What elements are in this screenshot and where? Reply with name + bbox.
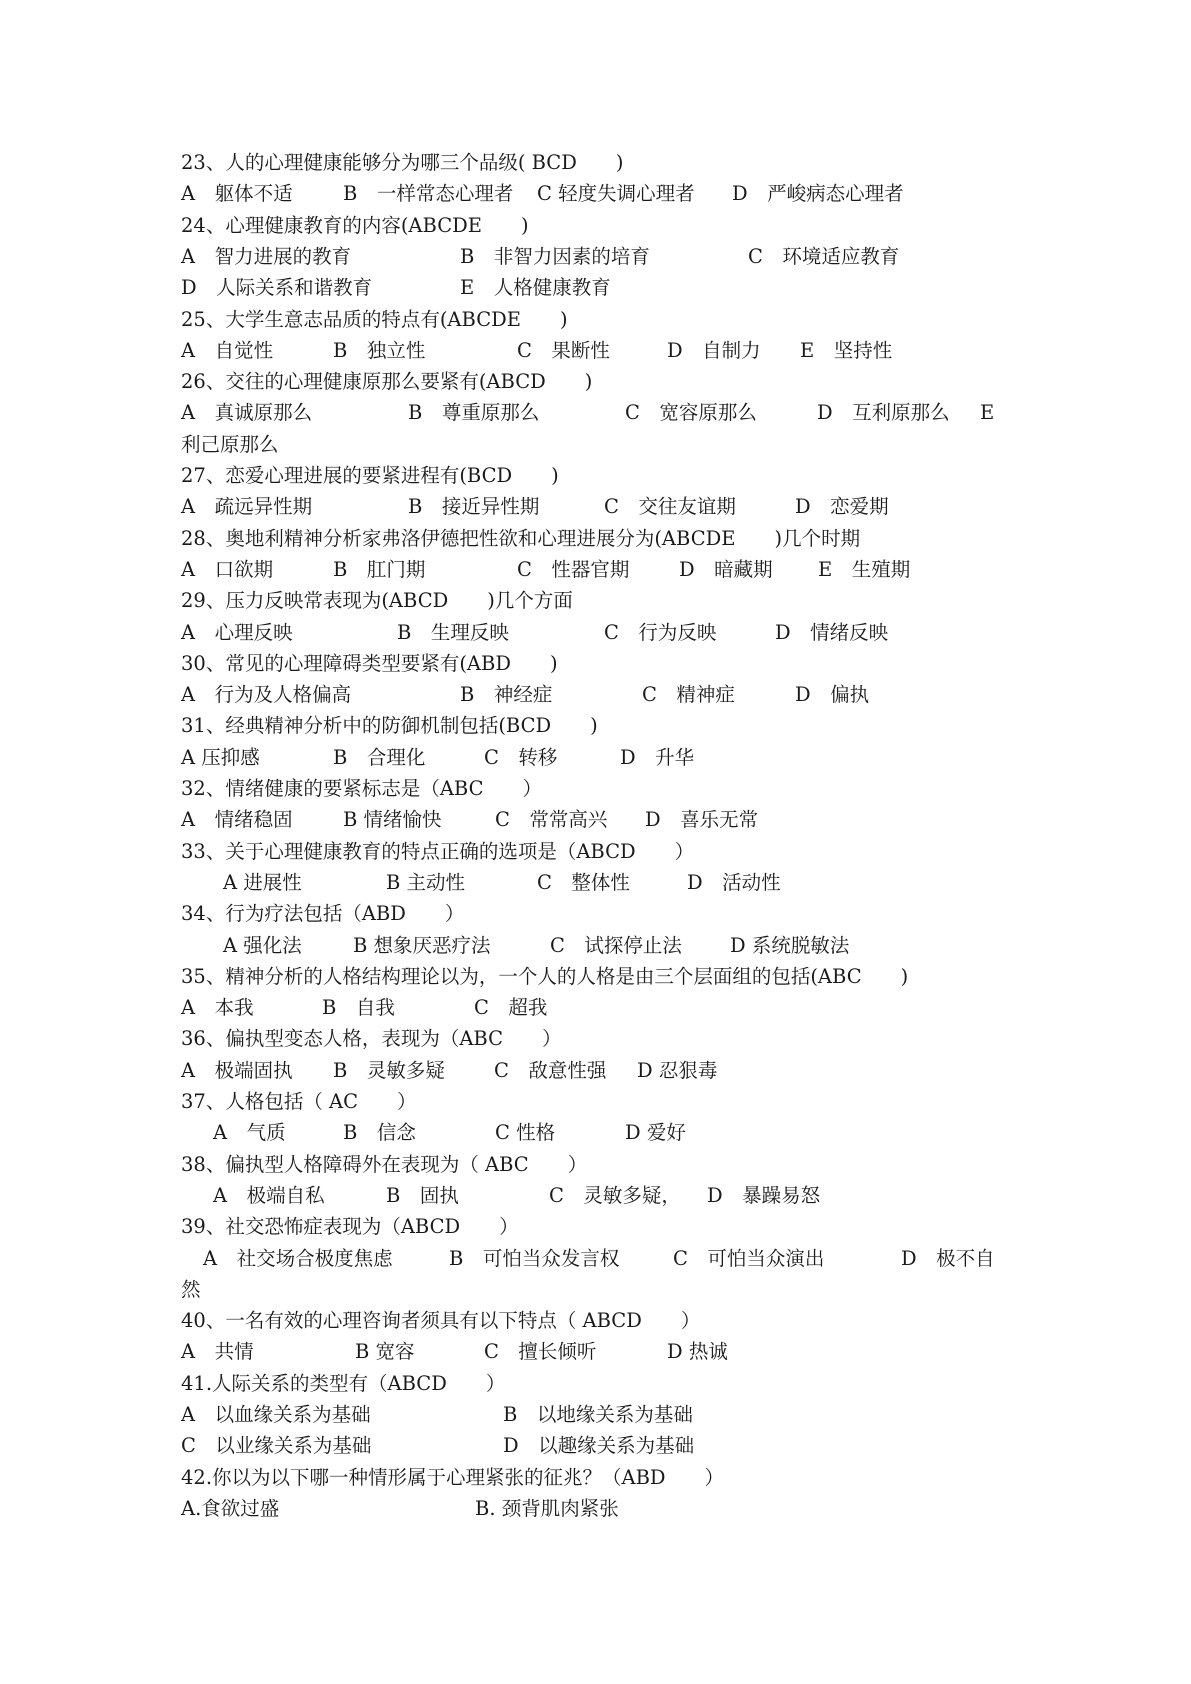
option-text: D 活动性 bbox=[687, 870, 781, 894]
text-line bbox=[0, 930, 1191, 961]
question-text: 39、社交恐怖症表现为（ABCD ） bbox=[181, 1215, 519, 1239]
option-text: C 行为反映 bbox=[604, 620, 717, 644]
option-text: A 以血缘关系为基础 bbox=[181, 1403, 371, 1426]
option-text: B 合理化 bbox=[333, 745, 426, 769]
question-text: 23、人的心理健康能够分为哪三个品级( BCD ) bbox=[181, 151, 624, 174]
option-text: C 超我 bbox=[474, 996, 548, 1020]
option-text: B 独立性 bbox=[333, 338, 426, 362]
option-text: D 暗藏期 bbox=[679, 557, 773, 581]
text-line bbox=[0, 335, 1191, 366]
option-text: D 忍狠毒 bbox=[637, 1058, 718, 1082]
option-text: D 互利原那么 bbox=[817, 401, 950, 425]
option-text: C 试探停止法 bbox=[550, 933, 682, 957]
text-line bbox=[0, 1149, 1191, 1180]
option-text: B 肛门期 bbox=[333, 557, 426, 581]
option-text: B 宽容 bbox=[355, 1340, 415, 1364]
question-text: 32、情绪健康的要紧标志是（ABC ） bbox=[181, 777, 543, 800]
text-line bbox=[0, 1399, 1191, 1430]
text-line bbox=[0, 1368, 1191, 1399]
text-line bbox=[0, 992, 1191, 1023]
option-text: D 极不自 bbox=[901, 1246, 995, 1270]
text-line bbox=[0, 804, 1191, 835]
text-line bbox=[0, 1086, 1191, 1117]
option-text: D 恋爱期 bbox=[795, 495, 889, 519]
text-line bbox=[0, 491, 1191, 522]
question-text: 30、常见的心理障碍类型要紧有(ABD ) bbox=[181, 651, 558, 675]
text-line bbox=[0, 679, 1191, 710]
option-text: B 自我 bbox=[322, 996, 395, 1020]
text-line bbox=[0, 1274, 1191, 1305]
question-text: 29、压力反映常表现为(ABCD )几个方面 bbox=[181, 589, 573, 613]
option-text: D 严峻病态心理者 bbox=[732, 182, 904, 206]
question-text: 35、精神分析的人格结构理论以为，一个人的人格是由三个层面组的包括(ABC ) bbox=[181, 964, 909, 988]
option-text: C 擅长倾听 bbox=[484, 1340, 597, 1364]
option-text: E 生殖期 bbox=[818, 557, 911, 581]
option-text: C 性器官期 bbox=[517, 557, 630, 581]
text-line bbox=[0, 617, 1191, 648]
option-text: C 环境适应教育 bbox=[748, 244, 900, 268]
option-text: D 爱好 bbox=[625, 1121, 686, 1145]
option-text: D 升华 bbox=[620, 745, 695, 769]
question-text: 34、行为疗法包括（ABD ） bbox=[181, 902, 465, 926]
option-text: A 气质 bbox=[213, 1121, 286, 1145]
text-line bbox=[0, 554, 1191, 585]
option-text: E bbox=[980, 401, 995, 425]
text-line bbox=[0, 1023, 1191, 1054]
text-line bbox=[0, 1305, 1191, 1336]
option-text: C 果断性 bbox=[517, 338, 610, 362]
option-text: B. 颈背肌肉紧张 bbox=[475, 1496, 619, 1520]
option-text: A 社交场合极度焦虑 bbox=[203, 1246, 393, 1270]
text-line bbox=[0, 147, 1191, 178]
option-text: C 转移 bbox=[484, 745, 558, 769]
option-text: C 可怕当众演出 bbox=[673, 1246, 825, 1270]
question-text: 42.你以为以下哪一种情形属于心理紧张的征兆？（ABD ） bbox=[181, 1465, 725, 1489]
text-line bbox=[0, 429, 1191, 460]
text-line bbox=[0, 867, 1191, 898]
option-text: B 信念 bbox=[343, 1121, 416, 1145]
option-text: E 人格健康教育 bbox=[460, 276, 611, 300]
option-text: A 共情 bbox=[181, 1340, 254, 1364]
text-line bbox=[0, 272, 1191, 303]
text-line bbox=[0, 523, 1191, 554]
question-text: 33、关于心理健康教育的特点正确的选项是（ABCD ） bbox=[181, 839, 695, 863]
option-text: D 人际关系和谐教育 bbox=[181, 276, 373, 300]
option-text: C 交往友谊期 bbox=[604, 495, 736, 519]
option-text: B 以地缘关系为基础 bbox=[503, 1403, 693, 1426]
option-text: A 本我 bbox=[181, 996, 254, 1020]
question-text: 27、恋爱心理进展的要紧进程有(BCD ) bbox=[181, 464, 559, 487]
text-line bbox=[0, 210, 1191, 241]
option-text: D 暴躁易怒 bbox=[707, 1183, 821, 1207]
text-line bbox=[0, 178, 1191, 209]
option-text: A 自觉性 bbox=[181, 338, 274, 362]
question-text: 利己原那么 bbox=[181, 432, 279, 456]
option-text: A 压抑感 bbox=[181, 745, 260, 769]
text-line bbox=[0, 1243, 1191, 1274]
text-line bbox=[0, 648, 1191, 679]
option-text: A 真诚原那么 bbox=[181, 401, 313, 425]
option-text: C 整体性 bbox=[537, 870, 630, 894]
option-text: A 智力进展的教育 bbox=[181, 244, 352, 268]
option-text: A 极端自私 bbox=[213, 1183, 325, 1207]
text-line bbox=[0, 742, 1191, 773]
text-line bbox=[0, 773, 1191, 804]
option-text: B 尊重原那么 bbox=[408, 401, 540, 425]
option-text: A.食欲过盛 bbox=[181, 1496, 280, 1520]
text-line bbox=[0, 1117, 1191, 1148]
text-line bbox=[0, 1055, 1191, 1086]
option-text: D 偏执 bbox=[795, 683, 870, 707]
option-text: B 灵敏多疑 bbox=[333, 1058, 445, 1082]
option-text: D 热诚 bbox=[667, 1340, 728, 1364]
text-line bbox=[0, 1180, 1191, 1211]
text-line bbox=[0, 898, 1191, 929]
option-text: C 以业缘关系为基础 bbox=[181, 1434, 372, 1458]
text-line bbox=[0, 1493, 1191, 1524]
option-text: C 敌意性强 bbox=[494, 1058, 607, 1082]
text-line bbox=[0, 1462, 1191, 1493]
option-text: C 宽容原那么 bbox=[625, 401, 757, 425]
option-text: C 精神症 bbox=[642, 683, 735, 707]
question-text: 37、人格包括（ AC ） bbox=[181, 1090, 417, 1113]
text-line bbox=[0, 1336, 1191, 1367]
option-text: B 主动性 bbox=[386, 870, 466, 894]
text-line bbox=[0, 460, 1191, 491]
question-text: 36、偏执型变态人格，表现为（ABC ） bbox=[181, 1027, 562, 1051]
question-text: 然 bbox=[181, 1277, 201, 1301]
option-text: C 轻度失调心理者 bbox=[537, 182, 695, 206]
option-text: A 强化法 bbox=[223, 933, 302, 957]
option-text: B 固执 bbox=[386, 1183, 459, 1207]
text-line bbox=[0, 961, 1191, 992]
text-line bbox=[0, 397, 1191, 428]
text-line bbox=[0, 585, 1191, 616]
option-text: D 以趣缘关系为基础 bbox=[503, 1434, 695, 1458]
option-text: D 喜乐无常 bbox=[645, 808, 759, 832]
question-text: 40、一名有效的心理咨询者须具有以下特点（ ABCD ） bbox=[181, 1309, 701, 1333]
option-text: B 可怕当众发言权 bbox=[449, 1246, 620, 1270]
option-text: B 想象厌恶疗法 bbox=[353, 933, 491, 957]
option-text: A 行为及人格偏高 bbox=[181, 683, 352, 707]
option-text: A 心理反映 bbox=[181, 620, 293, 644]
question-text: 28、奥地利精神分析家弗洛伊德把性欲和心理进展分为(ABCDE )几个时期 bbox=[181, 526, 861, 550]
option-text: A 情绪稳固 bbox=[181, 808, 293, 832]
question-text: 24、心理健康教育的内容(ABCDE ) bbox=[181, 213, 529, 237]
option-text: D 情绪反映 bbox=[775, 620, 889, 644]
option-text: C 常常高兴 bbox=[495, 808, 608, 832]
option-text: C 灵敏多疑， bbox=[549, 1183, 681, 1207]
option-text: D 自制力 bbox=[667, 338, 761, 362]
text-line bbox=[0, 1211, 1191, 1242]
option-text: D 系统脱敏法 bbox=[730, 933, 850, 957]
option-text: A 躯体不适 bbox=[181, 182, 293, 206]
option-text: E 坚持性 bbox=[800, 338, 893, 362]
question-text: 38、偏执型人格障碍外在表现为（ ABC ） bbox=[181, 1152, 588, 1176]
option-text: B 一样常态心理者 bbox=[343, 182, 514, 206]
text-line bbox=[0, 1430, 1191, 1461]
text-line bbox=[0, 366, 1191, 397]
option-text: B 非智力因素的培育 bbox=[460, 244, 650, 268]
question-text: 26、交往的心理健康原那么要紧有(ABCD ) bbox=[181, 370, 593, 394]
question-text: 31、经典精神分析中的防御机制包括(BCD ) bbox=[181, 714, 598, 738]
text-line bbox=[0, 304, 1191, 335]
option-text: B 神经症 bbox=[460, 683, 553, 707]
question-text: 41.人际关系的类型有（ABCD ） bbox=[181, 1371, 506, 1395]
option-text: A 疏远异性期 bbox=[181, 495, 313, 519]
option-text: B 情绪愉快 bbox=[343, 808, 442, 832]
option-text: B 接近异性期 bbox=[408, 495, 540, 519]
option-text: B 生理反映 bbox=[397, 620, 509, 644]
option-text: A 进展性 bbox=[223, 870, 302, 894]
question-text: 25、大学生意志品质的特点有(ABCDE ) bbox=[181, 307, 568, 331]
text-line bbox=[0, 836, 1191, 867]
option-text: A 极端固执 bbox=[181, 1058, 293, 1082]
text-line bbox=[0, 241, 1191, 272]
text-line bbox=[0, 710, 1191, 741]
option-text: A 口欲期 bbox=[181, 557, 274, 581]
option-text: C 性格 bbox=[495, 1121, 556, 1145]
